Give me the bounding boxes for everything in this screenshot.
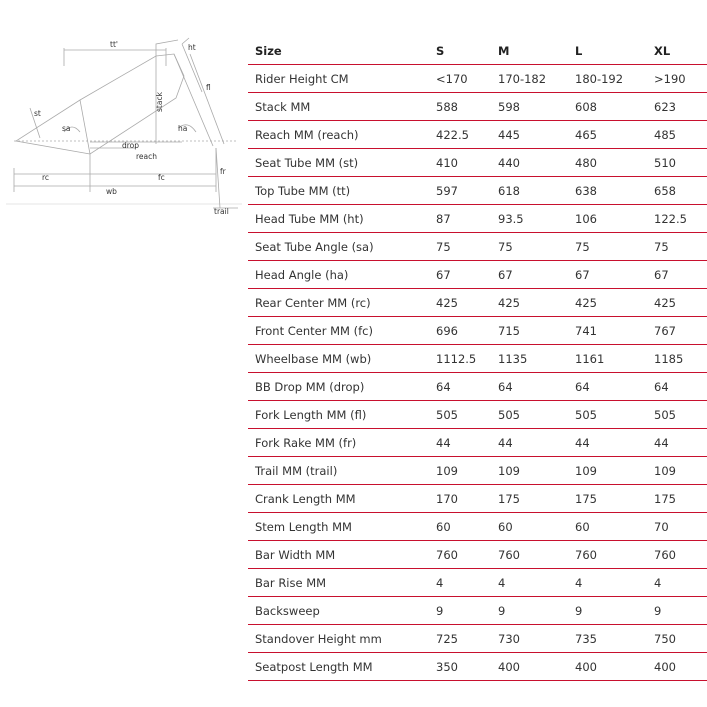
label-ha: ha: [178, 124, 188, 133]
cell-m: 715: [498, 317, 575, 345]
row-label: Top Tube MM (tt): [248, 177, 436, 205]
table-row: [248, 205, 707, 233]
cell-xl: 9: [654, 597, 707, 625]
cell-l: 505: [575, 401, 654, 429]
label-fc: fc: [158, 173, 165, 182]
cell-m: 730: [498, 625, 575, 653]
tt-dim: [64, 48, 166, 66]
row-label: Fork Length MM (fl): [248, 401, 436, 429]
cell-m: 64: [498, 373, 575, 401]
cell-l: 75: [575, 233, 654, 261]
label-wb: wb: [106, 187, 117, 196]
header-l: L: [575, 37, 654, 65]
table-row: [248, 457, 707, 485]
table-header-row: [248, 37, 707, 65]
cell-xl: >190: [654, 65, 707, 93]
row-label: Rider Height CM: [248, 65, 436, 93]
header-size: Size: [248, 37, 436, 65]
cell-m: 175: [498, 485, 575, 513]
table-row: [248, 345, 707, 373]
table-body: [248, 65, 707, 681]
cell-s: 9: [436, 597, 498, 625]
cell-xl: 109: [654, 457, 707, 485]
row-label: Head Tube MM (ht): [248, 205, 436, 233]
cell-s: <170: [436, 65, 498, 93]
cell-xl: 760: [654, 541, 707, 569]
table-row: [248, 65, 707, 93]
cell-s: 410: [436, 149, 498, 177]
label-reach: reach: [136, 152, 158, 161]
cell-xl: 175: [654, 485, 707, 513]
header-s: S: [436, 37, 498, 65]
cell-s: 696: [436, 317, 498, 345]
table-row: [248, 513, 707, 541]
label-stack: stack: [155, 92, 164, 112]
frame-outline: [6, 38, 242, 208]
cell-m: 44: [498, 429, 575, 457]
rc-fc-dim: [14, 148, 216, 192]
cell-l: 608: [575, 93, 654, 121]
table-row: [248, 289, 707, 317]
label-sa: sa: [62, 124, 71, 133]
cell-xl: 64: [654, 373, 707, 401]
table-row: [248, 317, 707, 345]
table-row: [248, 485, 707, 513]
cell-m: 1135: [498, 345, 575, 373]
cell-xl: 623: [654, 93, 707, 121]
cell-s: 60: [436, 513, 498, 541]
table-row: [248, 121, 707, 149]
cell-l: 180-192: [575, 65, 654, 93]
cell-l: 175: [575, 485, 654, 513]
row-label: Head Angle (ha): [248, 261, 436, 289]
table-row: [248, 653, 707, 681]
row-label: Crank Length MM: [248, 485, 436, 513]
cell-l: 1161: [575, 345, 654, 373]
table-row: [248, 177, 707, 205]
cell-l: 67: [575, 261, 654, 289]
cell-xl: 122.5: [654, 205, 707, 233]
label-st: st: [34, 109, 41, 118]
cell-l: 465: [575, 121, 654, 149]
cell-l: 109: [575, 457, 654, 485]
cell-s: 422.5: [436, 121, 498, 149]
table-row: [248, 541, 707, 569]
label-drop: drop: [122, 141, 140, 150]
row-label: Seatpost Length MM: [248, 653, 436, 681]
cell-m: 67: [498, 261, 575, 289]
cell-l: 638: [575, 177, 654, 205]
cell-m: 170-182: [498, 65, 575, 93]
row-label: Rear Center MM (rc): [248, 289, 436, 317]
row-label: Bar Width MM: [248, 541, 436, 569]
row-label: Seat Tube Angle (sa): [248, 233, 436, 261]
cell-l: 4: [575, 569, 654, 597]
cell-m: 505: [498, 401, 575, 429]
table-row: [248, 149, 707, 177]
cell-xl: 505: [654, 401, 707, 429]
cell-xl: 658: [654, 177, 707, 205]
row-label: BB Drop MM (drop): [248, 373, 436, 401]
row-label: Front Center MM (fc): [248, 317, 436, 345]
cell-s: 64: [436, 373, 498, 401]
table-row: [248, 597, 707, 625]
row-label: Fork Rake MM (fr): [248, 429, 436, 457]
cell-xl: 4: [654, 569, 707, 597]
row-label: Trail MM (trail): [248, 457, 436, 485]
cell-m: 598: [498, 93, 575, 121]
row-label: Reach MM (reach): [248, 121, 436, 149]
row-label: Standover Height mm: [248, 625, 436, 653]
cell-s: 109: [436, 457, 498, 485]
table-row: [248, 261, 707, 289]
cell-s: 597: [436, 177, 498, 205]
frame-geometry-diagram: [6, 36, 242, 218]
table-row: [248, 569, 707, 597]
header-xl: XL: [654, 37, 707, 65]
cell-m: 60: [498, 513, 575, 541]
cell-l: 735: [575, 625, 654, 653]
cell-xl: 510: [654, 149, 707, 177]
cell-xl: 767: [654, 317, 707, 345]
label-fr: fr: [220, 167, 226, 176]
trail-dim: [213, 148, 238, 208]
geometry-table: [248, 37, 707, 681]
cell-xl: 1185: [654, 345, 707, 373]
cell-xl: 67: [654, 261, 707, 289]
table-row: [248, 625, 707, 653]
table-row: [248, 233, 707, 261]
cell-xl: 750: [654, 625, 707, 653]
seatpost-line: [156, 40, 178, 56]
cell-s: 4: [436, 569, 498, 597]
cell-m: 425: [498, 289, 575, 317]
cell-s: 725: [436, 625, 498, 653]
cell-l: 64: [575, 373, 654, 401]
rear-triangle: [16, 100, 90, 154]
cell-s: 44: [436, 429, 498, 457]
cell-xl: 485: [654, 121, 707, 149]
cell-s: 588: [436, 93, 498, 121]
cell-s: 75: [436, 233, 498, 261]
label-trail: trail: [214, 207, 229, 216]
cell-s: 1112.5: [436, 345, 498, 373]
table-row: [248, 93, 707, 121]
cell-m: 618: [498, 177, 575, 205]
cell-m: 445: [498, 121, 575, 149]
cell-s: 425: [436, 289, 498, 317]
cell-s: 87: [436, 205, 498, 233]
cell-l: 9: [575, 597, 654, 625]
cell-l: 760: [575, 541, 654, 569]
label-ht: ht: [188, 43, 196, 52]
cell-m: 4: [498, 569, 575, 597]
cell-xl: 425: [654, 289, 707, 317]
table-row: [248, 401, 707, 429]
label-tt: tt': [110, 40, 118, 49]
row-label: Backsweep: [248, 597, 436, 625]
cell-l: 400: [575, 653, 654, 681]
cell-s: 170: [436, 485, 498, 513]
table-row: [248, 429, 707, 457]
row-label: Stack MM: [248, 93, 436, 121]
cell-l: 44: [575, 429, 654, 457]
cell-m: 93.5: [498, 205, 575, 233]
row-label: Seat Tube MM (st): [248, 149, 436, 177]
cell-xl: 70: [654, 513, 707, 541]
cell-s: 505: [436, 401, 498, 429]
cell-m: 400: [498, 653, 575, 681]
cell-m: 760: [498, 541, 575, 569]
cell-xl: 75: [654, 233, 707, 261]
cell-l: 480: [575, 149, 654, 177]
cell-l: 741: [575, 317, 654, 345]
cell-s: 350: [436, 653, 498, 681]
cell-m: 109: [498, 457, 575, 485]
cell-m: 440: [498, 149, 575, 177]
row-label: Stem Length MM: [248, 513, 436, 541]
cell-s: 67: [436, 261, 498, 289]
cell-l: 60: [575, 513, 654, 541]
cell-s: 760: [436, 541, 498, 569]
table-row: [248, 373, 707, 401]
cell-xl: 400: [654, 653, 707, 681]
cell-xl: 44: [654, 429, 707, 457]
row-label: Wheelbase MM (wb): [248, 345, 436, 373]
main-triangle: [80, 54, 184, 154]
cell-m: 9: [498, 597, 575, 625]
row-label: Bar Rise MM: [248, 569, 436, 597]
label-fl: fl: [206, 83, 211, 92]
label-rc: rc: [42, 173, 50, 182]
cell-l: 425: [575, 289, 654, 317]
cell-m: 75: [498, 233, 575, 261]
header-m: M: [498, 37, 575, 65]
cell-l: 106: [575, 205, 654, 233]
